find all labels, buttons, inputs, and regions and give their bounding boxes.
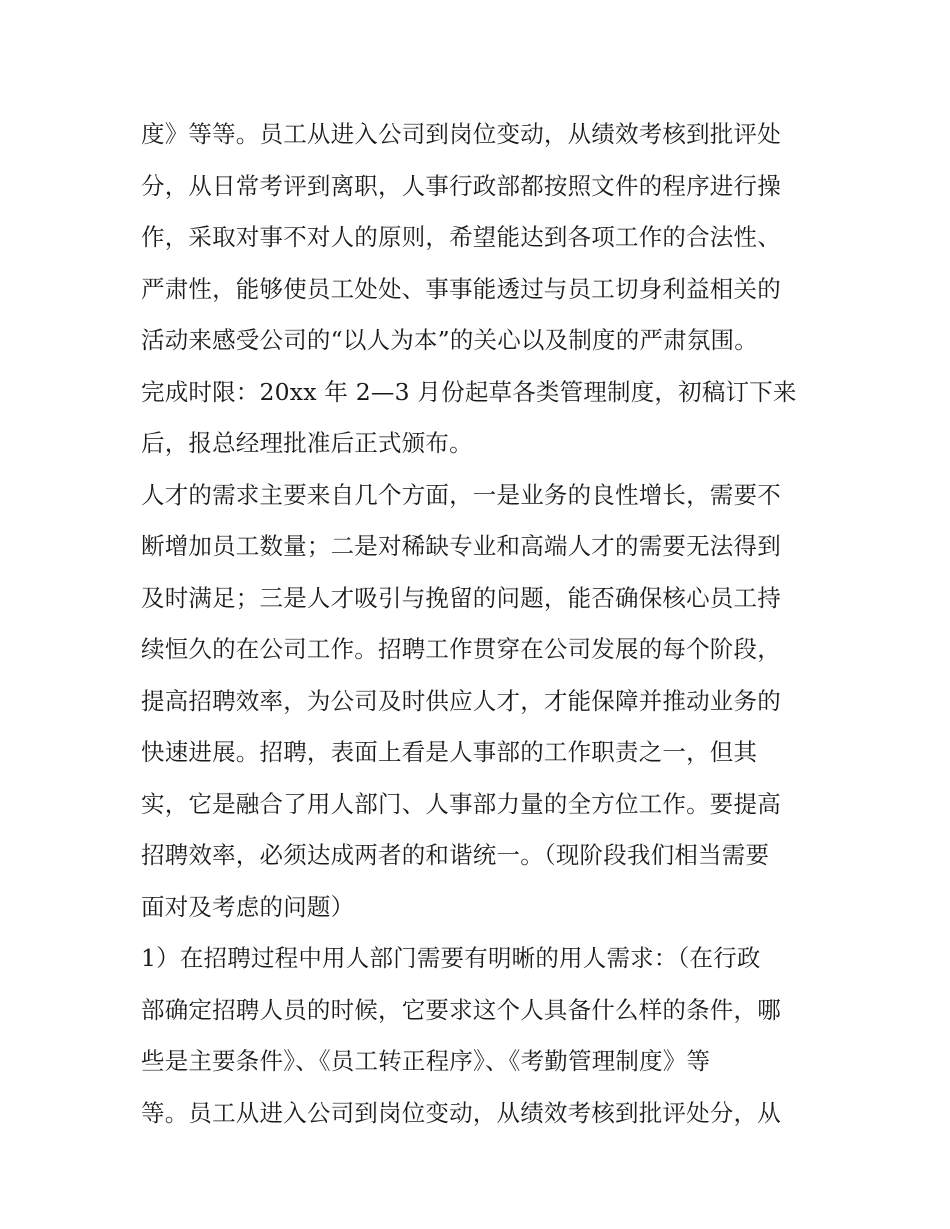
text-line-15: 招聘效率，必须达成两者的和谐统一。（现阶段我们相当需要 [141, 841, 770, 869]
text-line-18: 部确定招聘人员的时候，它要求这个人具备什么样的条件，哪 [141, 995, 781, 1024]
text-line-5: 活动来感受公司的“以人为本”的关心以及制度的严肃氛围。 [141, 326, 758, 354]
text-line-10: 及时满足；三是人才吸引与挽留的问题，能否确保核心员工持 [141, 583, 781, 612]
text-line-20: 等。员工从进入公司到岗位变动，从绩效考核到批评处分，从 [141, 1098, 781, 1127]
text-line-12: 提高招聘效率，为公司及时供应人才，才能保障并推动业务的 [141, 686, 781, 715]
document-body [141, 109, 821, 1139]
text-line-2: 分，从日常考评到离职，人事行政部都按照文件的程序进行操 [141, 171, 781, 200]
text-line-8: 人才的需求主要来自几个方面，一是业务的良性增长，需要不 [141, 480, 781, 509]
text-line-1: 度》等等。员工从进入公司到岗位变动，从绩效考核到批评处 [141, 120, 781, 148]
text-line-16: 面对及考虑的问题） [141, 892, 355, 921]
text-line-11: 续恒久的在公司工作。招聘工作贯穿在公司发展的每个阶段， [141, 635, 781, 663]
text-line-3: 作，采取对事不对人的原则，希望能达到各项工作的合法性、 [141, 223, 781, 251]
text-line-19: 些是主要条件》、《员工转正程序》、《考勤管理制度》等 [141, 1047, 711, 1075]
text-line-9: 断增加员工数量；二是对稀缺专业和高端人才的需要无法得到 [141, 532, 781, 560]
text-line-7: 后，报总经理批准后正式颁布。 [141, 429, 473, 457]
text-line-4: 严肃性，能够使员工处处、事事能透过与员工切身利益相关的 [141, 274, 781, 303]
text-line-13: 快速进展。招聘，表面上看是人事部的工作职责之一，但其 [141, 738, 758, 766]
text-line-14: 实，它是融合了用人部门、人事部力量的全方位工作。要提高 [141, 789, 781, 818]
text-line-17: 1）在招聘过程中用人部门需要有明晰的用人需求：（在行政 [141, 944, 761, 972]
text-line-6: 完成时限：20xx 年 2—3 月份起草各类管理制度，初稿订下来 [141, 377, 797, 406]
